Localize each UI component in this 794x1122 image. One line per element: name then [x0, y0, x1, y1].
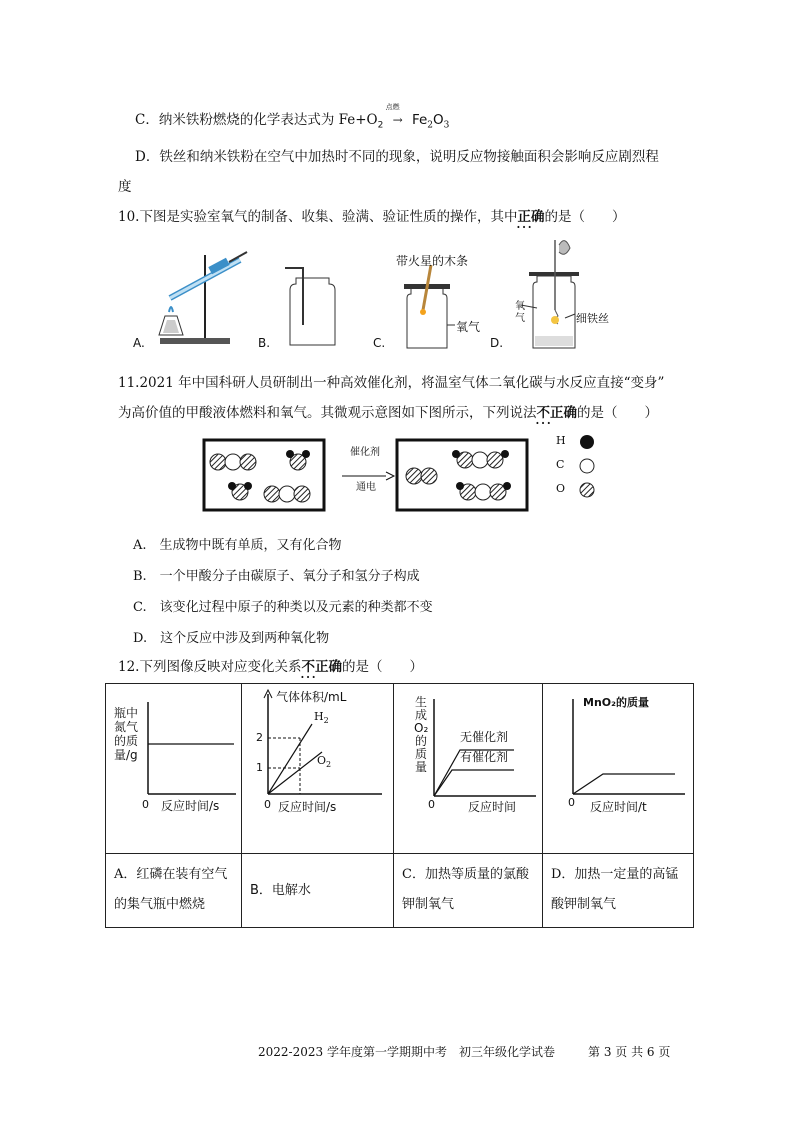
- label-iron-wire: 细铁丝: [576, 312, 609, 325]
- apparatus-a: [159, 252, 247, 344]
- q9-option-c-text: C．纳米铁粉燃烧的化学表达式为 Fe+O: [135, 112, 378, 128]
- q10-label-c: C.: [373, 336, 386, 350]
- graph-d-origin: 0: [568, 796, 575, 809]
- q12-stem-a: 12.下列图像反映对应变化关系: [118, 659, 302, 675]
- q9-option-d-line2: 度: [118, 179, 132, 195]
- q12-option-d-line1: D．加热一定量的高锰: [551, 867, 679, 882]
- q12-stem-b: 的是（ ）: [341, 659, 423, 675]
- graph-b-xlabel: 反应时间/s: [278, 800, 337, 814]
- legend-h: H: [556, 434, 566, 447]
- graph-b-ylabel: 气体体积/mL: [276, 690, 347, 704]
- q11-option-c: C. 该变化过程中原子的种类以及元素的种类都不变: [133, 600, 433, 615]
- legend-o: O: [556, 482, 566, 495]
- q11-stem-a: 为高价值的甲酸液体燃料和氧气。其微观示意图如下图所示，下列说法: [118, 405, 537, 421]
- footer-page-number: 第 3 页 共 6 页: [588, 1045, 671, 1059]
- q10-label-a: A.: [133, 336, 145, 350]
- q12-option-b: [250, 876, 311, 906]
- q11-stem-b: 的是（ ）: [577, 405, 658, 421]
- graph-d-ylabel: MnO₂的质量: [583, 696, 649, 709]
- product-sub1: 2: [427, 120, 434, 131]
- graph-c-ylabel-4: 的: [414, 734, 427, 748]
- graph-d-xlabel: 反应时间/t: [590, 800, 647, 814]
- label-oxygen-d-2: 气: [515, 313, 525, 324]
- q12-table: [105, 683, 694, 928]
- q12-option-a-line2: 的集气瓶中燃烧: [114, 897, 206, 912]
- q12-option-d: [551, 860, 678, 920]
- graph-c-line1-label: 无催化剂: [460, 730, 509, 744]
- q10-stem-b: 的是（ ）: [544, 209, 626, 225]
- graph-b-o2-symbol: O: [317, 754, 327, 767]
- graph-b-tick-1: 1: [256, 761, 263, 774]
- co2-molecule: [264, 486, 310, 502]
- graph-b-origin: 0: [264, 798, 271, 811]
- q9-option-d-line1: D．铁丝和纳米铁粉在空气中加热时不同的现象，说明反应物接触面积会影响反应剧烈程: [135, 149, 659, 165]
- graph-b-o2-label: [317, 754, 331, 769]
- graph-a-xlabel: 反应时间/s: [161, 799, 220, 813]
- label-splint: 带火星的木条: [396, 254, 469, 268]
- q11-stem-emphasis: 不正确 · · ·: [537, 401, 578, 421]
- graph-b-h2-symbol: H: [314, 710, 324, 723]
- label-oxygen-d-1: 氧: [515, 301, 525, 312]
- footer-exam-title: 2022-2023 学年度第一学期期中考 初三年级化学试卷: [258, 1045, 555, 1059]
- q12-stem-emphasis: 不正确 · · ·: [301, 655, 342, 675]
- electrify-label: 通电: [356, 482, 376, 493]
- graph-c-ylabel-2: 成: [414, 708, 427, 722]
- legend-h-atom: [580, 435, 594, 449]
- graph-d-line: [573, 774, 675, 794]
- q12-option-c-line1: C．加热等质量的氯酸: [402, 867, 529, 882]
- q11-option-a: A. 生成物中既有单质，又有化合物: [133, 538, 342, 553]
- graph-c-ylabel-5: 质: [414, 747, 427, 761]
- graph-a-ylabel-4: 量/g: [114, 748, 138, 762]
- product-fe: Fe: [411, 112, 428, 128]
- label-oxygen-c: 氧气: [456, 320, 481, 334]
- co2-molecule: [210, 454, 256, 470]
- graph-c-line2-label: 有催化剂: [460, 750, 509, 764]
- graph-c-ylabel-3: O₂: [414, 721, 429, 735]
- graph-a-ylabel: [114, 706, 138, 762]
- q12-option-c-line2: 钾制氧气: [402, 897, 455, 912]
- graph-a-ylabel-2: 氮气: [114, 720, 139, 734]
- graph-b-o2-sub: 2: [326, 760, 332, 770]
- catalyst-label: 催化剂: [350, 447, 380, 458]
- product-sub2: 3: [443, 120, 450, 131]
- graph-c-ylabel-6: 量: [414, 760, 427, 774]
- q12-option-c: [402, 860, 529, 920]
- q11-option-d: D. 这个反应中涉及到两种氧化物: [133, 631, 330, 646]
- graph-b-h2-line: [268, 724, 312, 794]
- q9-option-c: [135, 103, 450, 131]
- reaction-arrow: 点燃 →: [385, 103, 403, 127]
- apparatus-d: [521, 240, 579, 348]
- graph-b-h2-label: [314, 710, 329, 725]
- graph-c-origin: 0: [428, 798, 435, 811]
- legend-o-atom: [580, 483, 594, 497]
- q10-label-d: D.: [490, 336, 504, 350]
- q12-option-b-line1: B．电解水: [250, 883, 311, 898]
- graph-a-ylabel-3: 的质: [114, 734, 139, 748]
- graph-b-o2-line: [268, 752, 322, 794]
- graph-b-tick-2: 2: [256, 731, 263, 744]
- q12-option-d-line2: 酸钾制氧气: [551, 897, 617, 912]
- apparatus-c: [404, 265, 455, 348]
- q11-option-b: B. 一个甲酸分子由碳原子、氧分子和氢分子构成: [133, 569, 420, 584]
- legend-c: C: [556, 458, 565, 471]
- graph-c-ylabel-1: 生: [414, 695, 427, 709]
- graph-c-xlabel: 反应时间: [468, 800, 517, 814]
- graph-a-ylabel-1: 瓶中: [114, 706, 139, 720]
- q12-stem: [118, 655, 423, 675]
- q10-stem-emphasis: 正确 · · ·: [517, 205, 544, 225]
- q12-row-divider: [106, 853, 693, 854]
- legend-c-atom: [580, 459, 594, 473]
- reaction-condition: 点燃: [385, 103, 400, 111]
- q12-option-a: [114, 860, 227, 920]
- q10-stem: [118, 205, 625, 225]
- graph-b-h2-sub: 2: [323, 716, 329, 726]
- q10-label-b: B.: [258, 336, 271, 350]
- q12-option-a-line1: A．红磷在装有空气: [114, 867, 228, 882]
- q11-stem-line2: [118, 401, 658, 421]
- q11-stem-line1: 11.2021 年中国科研人员研制出一种高效催化剂，将温室气体二氧化碳与水反应直接“变身”: [118, 375, 665, 391]
- apparatus-b: [285, 268, 335, 345]
- graph-a-origin: 0: [142, 798, 149, 811]
- q9-option-c-sub: 2: [377, 120, 384, 131]
- q10-stem-a: 10.下图是实验室氧气的制备、收集、验满、验证性质的操作，其中: [118, 209, 518, 225]
- graph-c-ylabel: [414, 696, 428, 774]
- product-o: O: [433, 112, 444, 128]
